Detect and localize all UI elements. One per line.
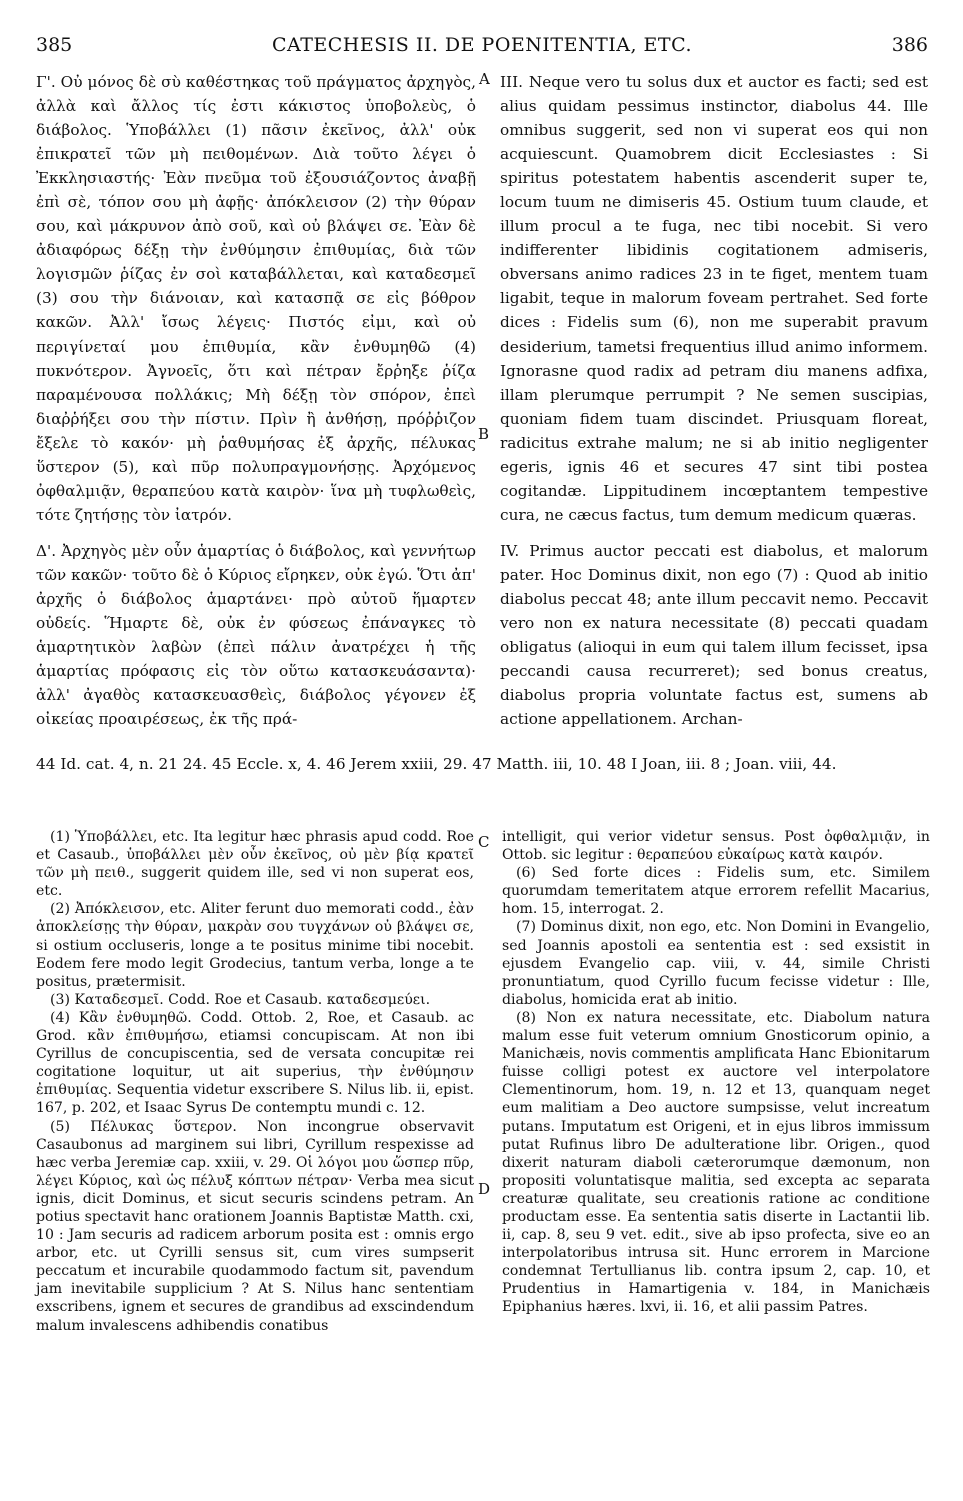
footnote: (4) Κἂν ἐνθυμηθῶ. Codd. Ottob. 2, Roe, et Casaub. ac Grod. κἂν ἐπιθυμήσω, etiamsi concupiscam. At non ibi Cyrillus de concupiscentia, sed de versata concupitæ rei cogitatione loquitur, ut ait superius, τὴν ἐνθύμησιν ἐπιθυμίας. Sequentia videtur exscribere S. Nilus lib. ii, epist. 167, p. 202, et Isaac Syrus De contemptu mundi c. 12. [36, 1009, 474, 1117]
latin-paragraph-3: III. Neque vero tu solus dux et auctor es facti; sed est alius quidam pessimus instinctor, diabolus 44. Ille omnibus suggerit, sed non vi superat eos qui non acquiescunt. Quamobrem dicit Ecclesiastes : Si spiritus potestatem habentis ascenderit super te, locum tuum ne dimiseris 45. Ostium tuum claude, et illum procul a te fuga, nec tibi nocebit. Si vero indifferenter libidinis cogitationem admiseris, obversans animo radices 23 in te figet, mentem tuam ligabit, teque in malorum foveam pertrahet. Sed forte dices : Fidelis sum (6), non me superabit pravum desiderium, tametsi frequentius illud animo informem. Ignorasne quod radix ad petram diu manens adfixa, illam plerumque perrumpit ? Ne semen suscipias, quoniam fidem tuam discindet. Priusquam floreat, radicitus extrahe malum; ne si ab initio negligenter egeris, ignis 46 et secures 47 sint tibi postea cogitandæ. Lippitudinem incœptantem tempestive cura, ne cæcus factus, tum demum medicum quæras. [500, 73, 928, 524]
page-number-left: 385 [36, 34, 73, 56]
running-title: CATECHESIS II. DE POENITENTIA, ETC. [272, 34, 692, 56]
margin-marker-a: A [479, 70, 490, 88]
greek-paragraph-4: Δ'. Ἀρχηγὸς μὲν οὖν ἁμαρτίας ὁ διάβολος, καὶ γεννήτωρ τῶν κακῶν· τοῦτο δὲ ὁ Κύριος εἴρηκεν, οὐκ ἐγώ. Ὅτι ἀπ' ἀρχῆς ὁ διάβολος ἁμαρτάνει· πρὸ αὐτοῦ ἥμαρτεν οὐδείς. Ἥμαρτε δὲ, οὐκ ἐν φύσεως ἐπάναγκες τὸ ἁμαρτητικὸν λαβὼν (ἐπεὶ πάλιν ἀνατρέχει ἡ τῆς ἁμαρτίας πρόφασις εἰς τὸν οὕτω κατασκευάσαντα)· ἀλλ' ἀγαθὸς κατασκευασθεὶς, διάβολος γέγονεν ἐξ οἰκείας προαιρέσεως, ἐκ τῆς πρά- [36, 541, 476, 729]
footnote: (2) Ἀπόκλεισον, etc. Aliter ferunt duo memorati codd., ἐὰν ἀποκλείσῃς τὴν θύραν, μακρὰν σου τυγχάνων οὐ βλάψει σε, si ostium occluseris, longe a te positus minime tibi nocebit. Eodem fere modo legit Grodecius, tantum verba, longe a te positus, prætermisit. [36, 901, 474, 990]
margin-marker-d: D [478, 1180, 491, 1198]
footnote: (1) Ὑποβάλλει, etc. Ita legitur hæc phrasis apud codd. Roe et Casaub., ὑποβάλλει μὲν οὖν ἐκεῖνος, οὐ μὲν βίᾳ κρατεῖ τῶν μὴ πειθ., suggerit quidem ille, sed vi non superat eos, etc. [36, 829, 474, 900]
margin-marker-b: B [478, 425, 490, 443]
footnote: (6) Sed forte dices : Fidelis sum, etc. Similem quorumdam temeritatem atque errorem refellit Macarius, hom. 15, interrogat. 2. [502, 865, 930, 918]
footnote-continuation: intelligit, qui verior videtur sensus. Post ὀφθαλμιᾷν, in Ottob. sic legitur : θεραπεύου εὐκαίρως κατὰ καιρόν. [502, 829, 930, 864]
footnotes-left-column [36, 828, 474, 1335]
footnote: (7) Dominus dixit, non ego, etc. Non Domini in Evangelio, sed Joannis apostoli ea sententia est : sed exsistit in ejusdem Evangelio cap. viii, v. 44, simile Christi pronuntiatum, quod Cyrillo fucum fecisse videtur : Ille, diabolus, homicida erat ab initio. [502, 919, 930, 1008]
footnote: (5) Πέλυκας ὕστερον. Non incongrue observavit Casaubonus ad marginem sui libri, Cyrillum respexisse ad hæc verba Jeremiæ cap. xxiii, v. 29. Οἱ λόγοι μου ὥσπερ πῦρ, λέγει Κύριος, καὶ ὡς πέλυξ κόπτων πέτραν· Verba mea sicut ignis, dicit Dominus, et sicut securis scindens petram. An potius spectavit hanc orationem Joannis Baptistæ Matth. cxi, 10 : Jam securis ad radicem arborum posita est : omnis ergo arbor, etc. ut Cyrilli sensus sit, cum vires sumpserit peccatum et incurabile quodammodo factum sit, pavendum jam inevitabile supplicium ? At S. Nilus hanc sententiam exscribens, ignem et secures de grandibus ad exscindendum malum invalescens adhibendis conatibus [36, 1118, 474, 1334]
page-header [36, 34, 928, 62]
latin-paragraph-4: IV. Primus auctor peccati est diabolus, et malorum pater. Hoc Dominus dixit, non ego (7) : Quod ab initio diabolus peccat 48; ante illum peccavit nemo. Peccavit vero non ex natura necessitate (8) peccati quadam obligatus (alioqui in eum qui talem illum fecisset, ipsa peccandi causa recurreret); sed bonus creatus, diabolus propria voluntate factus est, sumens ab actione appellationem. Archan- [500, 541, 928, 729]
latin-text-column [500, 70, 928, 731]
greek-paragraph-3: Γ'. Οὐ μόνος δὲ σὺ καθέστηκας τοῦ πράγματος ἀρχηγὸς, ἀλλὰ καὶ ἄλλος τίς ἐστι κάκιστος ὑποβολεὺς, ὁ διάβολος. Ὑποβάλλει (1) πᾶσιν ἐκεῖνος, ἀλλ' οὐκ ἐπικρατεῖ τῶν μὴ πειθομένων. Διὰ τοῦτο λέγει ὁ Ἐκκλησιαστής· Ἐὰν πνεῦμα τοῦ ἐξουσιάζοντος ἀναβῇ ἐπὶ σὲ, τόπον σου μὴ ἀφῇς· ἀπόκλεισον (2) τὴν θύραν σου, καὶ μάκρυνον ἀπὸ σοῦ, καὶ οὐ βλάψει σε. Ἐὰν δὲ ἀδιαφόρως δέξῃ τὴν ἐνθύμησιν ἐπιθυμίας, διὰ τῶν λογισμῶν ῥίζας ἐν σοὶ καταβάλλεται, καὶ καταδεσμεῖ (3) σου τὴν διάνοιαν, καὶ κατασπᾷ σε εἰς βόθρον κακῶν. Ἀλλ' ἴσως λέγεις· Πιστός εἰμι, καὶ οὐ περιγίνεταί μου ἐπιθυμία, κἂν ἐνθυμηθῶ (4) πυκνότερον. Ἀγνοεῖς, ὅτι καὶ πέτραν ἔρῥηξε ῥίζα παραμένουσα πολλάκις; Μὴ δέξῃ τὸν σπόρον, ἐπεὶ διαῤῥήξει σου τὴν πίστιν. Πρὶν ἢ ἀνθήσῃ, πρόῤῥιζον ἔξελε τὸ κακόν· μὴ ῥαθυμήσας ἐξ ἀρχῆς, πέλυκας ὕστερον (5), καὶ πῦρ πολυπραγμονήσῃς. Ἀρχόμενος ὀφθαλμιᾷν, θεραπεύου κατὰ καιρὸν· ἵνα μὴ τυφλωθεὶς, τότε ζητήσῃς τὸν ἰατρόν. [36, 73, 476, 524]
footnote: (3) Καταδεσμεῖ. Codd. Roe et Casaub. καταδεσμεύει. [50, 991, 431, 1008]
greek-text-column [36, 70, 476, 731]
footnote: (8) Non ex natura necessitate, etc. Diabolum natura malum esse fuit veterum omnium Gnosticorum opinio, a Manichæis, novis commentis amplificata Hanc Ebionitarum fuisse colligi potest ex auctore vel interpolatore Clementinorum, hom. 19, n. 12 et 13, quanquam neget eum malitiam a Deo auctore sumpsisse, velut increatum putans. Imputatum est Origeni, et in ejus libros immissum putat Rufinus libro De adulteratione libr. Origen., quod dixerit naturam diaboli cæterorumque dæmonum, non propositi voluntatisque malitia, sed excepta ac separata creaturæ qualitate, seu creationis ratione ac conditione productam esse. Ea sententia satis diserte in Lactantii lib. ii, cap. 8, seu 9 vet. edit., sive ab ipso profecta, sive eo an interpolatoribus intrusa sit. Hunc errorem in Marcione condemnat Tertullianus lib. contra ipsum 2, cap. 10, et Prudentius in Hamartigenia v. 184, in Manichæis Epiphanius hæres. lxvi, ii. 16, et alii passim Patres. [502, 1009, 930, 1316]
page-number-right: 386 [891, 34, 928, 56]
margin-marker-c: C [478, 833, 490, 851]
footnotes-right-column [502, 828, 930, 1317]
scripture-references: 44 Id. cat. 4, n. 21 24. 45 Eccle. x, 4. 46 Jerem xxiii, 29. 47 Matth. iii, 10. 48 I Joan, iii. 8 ; Joan. viii, 44. [36, 755, 837, 773]
